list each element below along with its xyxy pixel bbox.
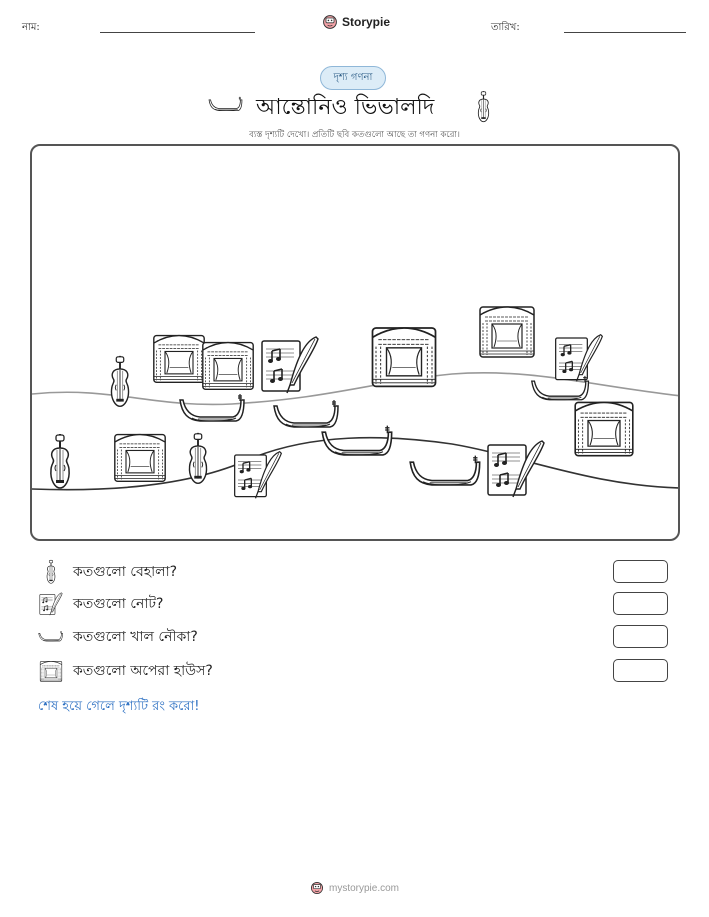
violin-icon	[38, 559, 64, 585]
opera-house-icon	[575, 402, 633, 455]
storypie-logo	[322, 14, 390, 30]
gondola-icon	[180, 394, 244, 421]
footer	[0, 881, 709, 895]
question-gondola	[38, 624, 678, 650]
answer-box-opera-house[interactable]	[613, 659, 668, 682]
gondola-icon	[38, 624, 64, 650]
question-opera-house	[38, 658, 678, 684]
opera-house-icon	[480, 307, 534, 357]
title-gondola-icon	[208, 95, 244, 115]
question-text: কতগুলো অপেরা হাউস?	[73, 663, 213, 679]
logo-text: Storypie	[342, 15, 391, 29]
counting-scene	[30, 144, 680, 541]
opera-house-icon	[373, 328, 436, 386]
question-note	[38, 591, 678, 617]
storypie-mascot-icon	[322, 14, 338, 30]
date-line[interactable]	[564, 32, 686, 33]
music-note-sheet-icon	[38, 591, 64, 617]
storypie-mascot-icon	[310, 881, 324, 895]
violin-icon	[51, 434, 69, 488]
title-violin-icon	[475, 90, 492, 124]
violin-icon	[111, 356, 128, 406]
question-text: কতগুলো বেহালা?	[73, 564, 178, 580]
music-note-sheet-icon	[235, 452, 282, 499]
violin-icon	[189, 433, 206, 483]
music-note-sheet-icon	[488, 441, 544, 497]
music-note-sheet-icon	[556, 335, 603, 382]
category-badge: দৃশ্য গণনা	[320, 66, 386, 90]
opera-house-icon	[154, 336, 204, 383]
page-title: আন্তোনিও ভিভালদি	[256, 95, 435, 120]
gondola-icon	[274, 400, 338, 427]
gondola-icon	[410, 456, 479, 485]
name-label: নাম:	[22, 22, 40, 33]
answer-box-gondola[interactable]	[613, 625, 668, 648]
opera-house-icon	[38, 658, 64, 684]
question-text: কতগুলো খাল নৌকা?	[73, 629, 198, 645]
opera-house-icon	[115, 435, 165, 482]
opera-house-icon	[203, 343, 253, 390]
finish-instruction: শেষ হয়ে গেলে দৃশ্যটি রং করো!	[38, 699, 200, 714]
date-label: তারিখ:	[491, 22, 520, 33]
music-note-sheet-icon	[262, 337, 318, 393]
answer-box-violin[interactable]	[613, 560, 668, 583]
instructions: ব্যস্ত দৃশ্যটি দেখো। প্রতিটি ছবি কতগুলো আছে তা গণনা করো।	[249, 130, 460, 140]
footer-link[interactable]: mystorypie.com	[328, 882, 399, 894]
question-violin	[38, 559, 678, 585]
question-text: কতগুলো নোট?	[73, 596, 164, 612]
scene-drawing	[32, 146, 680, 541]
name-line[interactable]	[100, 32, 255, 33]
answer-box-note[interactable]	[613, 592, 668, 615]
